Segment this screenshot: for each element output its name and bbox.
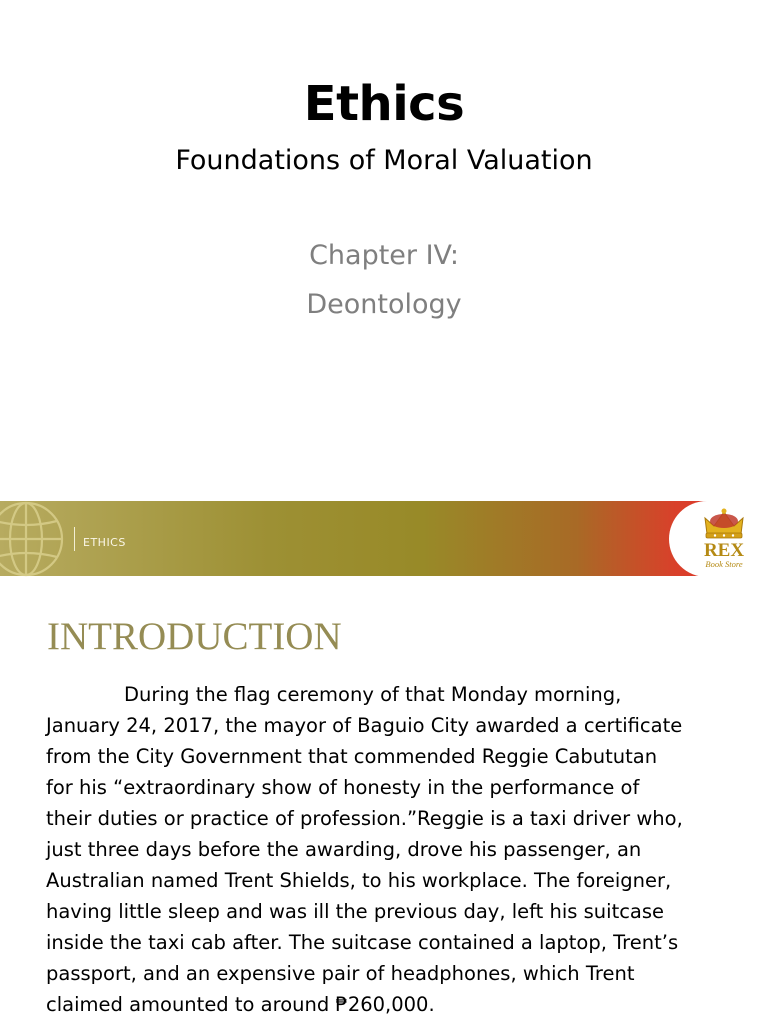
paragraph-line: passport, and an expensive pair of headphones, which Trent <box>46 962 635 985</box>
slide-subtitle: Foundations of Moral Valuation <box>175 145 593 176</box>
paragraph-line: inside the taxi cab after. The suitcase contained a laptop, Trent’s <box>46 931 679 954</box>
logo-subtext: Book Store <box>705 559 743 569</box>
paragraph-line: for his “extraordinary show of honesty in the performance of <box>46 776 640 799</box>
paragraph-line: During the flag ceremony of that Monday morning, <box>124 683 622 706</box>
introduction-slide <box>0 576 768 1024</box>
slide-banner <box>0 501 768 576</box>
chapter-name: Deontology <box>306 289 462 320</box>
crown-icon <box>705 509 743 539</box>
banner-divider <box>74 527 75 551</box>
banner-label: ETHICS <box>83 536 126 549</box>
title-slide <box>0 0 768 500</box>
globe-icon <box>0 499 66 579</box>
rex-book-store-logo <box>689 504 759 574</box>
paragraph-line: their duties or practice of profession.”Reggie is a taxi driver who, <box>46 807 683 830</box>
intro-paragraph <box>46 679 736 1020</box>
paragraph-line: claimed amounted to around ₱260,000. <box>46 993 435 1016</box>
paragraph-line: having little sleep and was ill the previous day, left his suitcase <box>46 900 665 923</box>
section-heading: INTRODUCTION <box>47 615 342 658</box>
paragraph-line: just three days before the awarding, drove his passenger, an <box>46 838 642 861</box>
paragraph-line: January 24, 2017, the mayor of Baguio City awarded a certificate <box>46 714 683 737</box>
logo-rex-text: REX <box>703 540 745 561</box>
paragraph-line: from the City Government that commended Reggie Cabututan <box>46 745 658 768</box>
paragraph-line: Australian named Trent Shields, to his workplace. The foreigner, <box>46 869 672 892</box>
slide-title: Ethics <box>303 76 465 132</box>
chapter-label: Chapter IV: <box>309 240 459 271</box>
